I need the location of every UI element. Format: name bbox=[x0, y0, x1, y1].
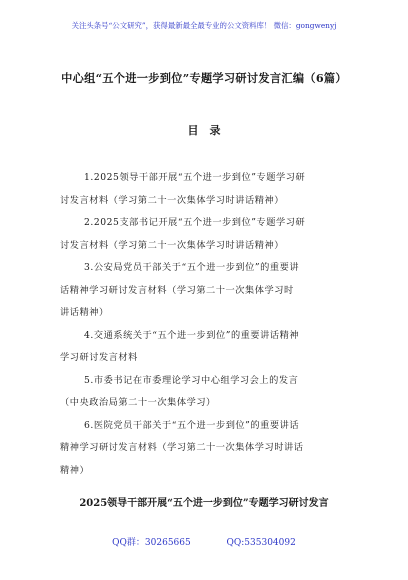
toc-item-6 bbox=[60, 415, 353, 483]
toc-item-line: 讲话精神） bbox=[60, 307, 109, 318]
toc-item-4 bbox=[60, 325, 353, 370]
toc-item-line: 4.交通系统关于“五个进一步到位”的重要讲话精神 bbox=[84, 329, 300, 341]
toc-item-line: 3.公安局党员干部关于“五个进一步到位”的重要讲 bbox=[84, 262, 300, 273]
document-title: 中心组“五个进一步到位”专题学习研讨发言汇编（6篇） bbox=[61, 71, 347, 85]
qq-number-text: QQ:535304092 bbox=[226, 538, 296, 548]
toc-item-1 bbox=[60, 167, 353, 212]
toc-heading: 目 录 bbox=[187, 124, 221, 137]
toc-item-line: 讨发言材料（学习第二十一次集体学习时讲话精神） bbox=[60, 239, 284, 251]
toc-item-line: 2.2025支部书记开展“五个进一步到位”专题学习研 bbox=[84, 217, 306, 228]
toc-item-line: 学习研讨发言材料 bbox=[60, 352, 138, 363]
footer-contact bbox=[0, 535, 408, 548]
toc-item-3 bbox=[60, 257, 353, 325]
toc-item-line: 6.医院党员干部关于“五个进一步到位”的重要讲话 bbox=[84, 419, 300, 431]
toc-item-line: （中央政治局第二十一次集体学习） bbox=[60, 397, 216, 408]
header-notice: 关注头条号“公文研究”，获得最新最全最专业的公文资料库！ 微信：gongwenyj bbox=[71, 21, 337, 30]
toc-item-5 bbox=[60, 370, 353, 415]
toc-item-2 bbox=[60, 212, 353, 257]
toc-item-line: 精神） bbox=[60, 464, 90, 476]
section-title: 2025领导干部开展“五个进一步到位”专题学习研讨发言 bbox=[79, 498, 329, 509]
table-of-contents bbox=[60, 167, 353, 482]
toc-item-line: 1.2025领导干部开展“五个进一步到位”专题学习研 bbox=[84, 172, 306, 183]
qq-group-text: QQ群：30265665 bbox=[112, 538, 191, 548]
toc-item-line: 精神学习研讨发言材料（学习第二十一次集体学习时讲话 bbox=[60, 442, 304, 453]
toc-item-line: 话精神学习研讨发言材料（学习第二十一次集体学习时 bbox=[60, 284, 294, 296]
toc-item-line: 讨发言材料（学习第二十一次集体学习时讲话精神） bbox=[60, 194, 284, 206]
toc-item-line: 5.市委书记在市委理论学习中心组学习会上的发言 bbox=[84, 374, 299, 386]
